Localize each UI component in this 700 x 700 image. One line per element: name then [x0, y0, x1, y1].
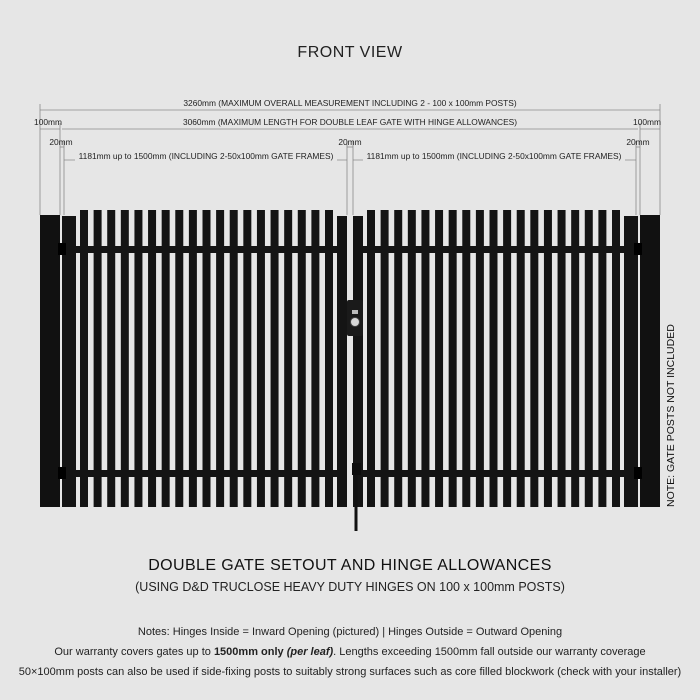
gate-slat	[490, 210, 498, 507]
gate-slat	[503, 210, 511, 507]
gate-slat	[530, 210, 538, 507]
setout-heading: DOUBLE GATE SETOUT AND HINGE ALLOWANCES	[148, 557, 552, 574]
gate-slat	[585, 210, 593, 507]
gate-slat	[421, 210, 429, 507]
gate-slat	[449, 210, 457, 507]
notes-line-posts: 50×100mm posts can also be used if side-fixing posts to suitably strong surfaces such as core filled blockwork (check with your installer)	[18, 666, 682, 678]
right-gate-post	[640, 215, 660, 507]
gate-slat	[243, 210, 251, 507]
left-gap-dimension-label: 20mm	[49, 137, 73, 147]
gate-slat	[381, 210, 389, 507]
notes-line-warranty: Our warranty covers gates up to 1500mm only (per leaf). Lengths exceeding 1500mm fall outside our warranty coverage	[54, 646, 646, 658]
right-leaf-slats	[367, 210, 620, 507]
left-gate-post	[40, 215, 60, 507]
overall-dimension-label: 3260mm (MAXIMUM OVERALL MEASUREMENT INCLUDING 2 - 100 x 100mm POSTS)	[183, 98, 517, 108]
gate-slat	[271, 210, 279, 507]
left-post-dimension-label: 100mm	[34, 117, 62, 127]
gate-slat	[80, 210, 88, 507]
gate-slat	[189, 210, 197, 507]
left-leaf-slats	[80, 210, 333, 507]
right-leaf-hinge-frame	[624, 216, 638, 507]
right-gate-leaf	[353, 210, 638, 507]
gate-slat	[367, 210, 375, 507]
hinge-icon	[634, 243, 642, 255]
gate-slat	[612, 210, 620, 507]
gate-slat	[148, 210, 156, 507]
drop-bolt-rod	[355, 475, 358, 531]
notes-block	[0, 622, 700, 682]
latch-knob-icon	[351, 318, 360, 327]
gate-slat	[216, 210, 224, 507]
gate-slat	[435, 210, 443, 507]
center-gap-dimension-label: 20mm	[338, 137, 362, 147]
gate-slat	[558, 210, 566, 507]
hinge-icon	[634, 467, 642, 479]
left-leaf-dimension-label: 1181mm up to 1500mm (INCLUDING 2-50x100mm GATE FRAMES)	[78, 151, 334, 161]
hinge-icon	[58, 243, 66, 255]
left-gate-leaf	[62, 210, 347, 507]
gate-slat	[203, 210, 211, 507]
dimension-labels	[34, 97, 661, 162]
notes-line-opening: Notes: Hinges Inside = Inward Opening (pictured) | Hinges Outside = Outward Opening	[137, 626, 563, 638]
gate-slat	[311, 210, 319, 507]
gate-slat	[175, 210, 183, 507]
gate-slat	[230, 210, 238, 507]
gate-slat	[408, 210, 416, 507]
setout-subheading: (USING D&D TRUCLOSE HEAVY DUTY HINGES ON 100 x 100mm POSTS)	[135, 580, 565, 594]
gate-slat	[162, 210, 170, 507]
gate-slat	[394, 210, 402, 507]
right-leaf-dimension-label: 1181mm up to 1500mm (INCLUDING 2-50x100mm GATE FRAMES)	[366, 151, 622, 161]
drop-bolt-housing	[352, 463, 361, 475]
gate-slat	[107, 210, 115, 507]
view-title: FRONT VIEW	[297, 44, 403, 61]
right-post-dimension-label: 100mm	[633, 117, 661, 127]
gate-slat	[121, 210, 129, 507]
latch-pin-icon	[352, 310, 358, 314]
gate-length-dimension-label: 3060mm (MAXIMUM LENGTH FOR DOUBLE LEAF GATE WITH HINGE ALLOWANCES)	[182, 117, 518, 127]
gate-slat	[544, 210, 552, 507]
hinges	[58, 243, 642, 479]
gate-slat	[571, 210, 579, 507]
gate-slat	[517, 210, 525, 507]
gate-slat	[257, 210, 265, 507]
gate-slat	[284, 210, 292, 507]
gate-latch	[347, 300, 363, 336]
gate-slat	[462, 210, 470, 507]
gate-slat	[476, 210, 484, 507]
gate-slat	[94, 210, 102, 507]
left-leaf-closing-frame	[337, 216, 347, 507]
left-leaf-hinge-frame	[62, 216, 76, 507]
right-gap-dimension-label: 20mm	[626, 137, 650, 147]
gate-slat	[598, 210, 606, 507]
gate-slat	[325, 210, 333, 507]
gate-slat	[134, 210, 142, 507]
gate-posts-not-included-note: NOTE: GATE POSTS NOT INCLUDED	[665, 324, 677, 507]
hinge-icon	[58, 467, 66, 479]
gate-slat	[298, 210, 306, 507]
